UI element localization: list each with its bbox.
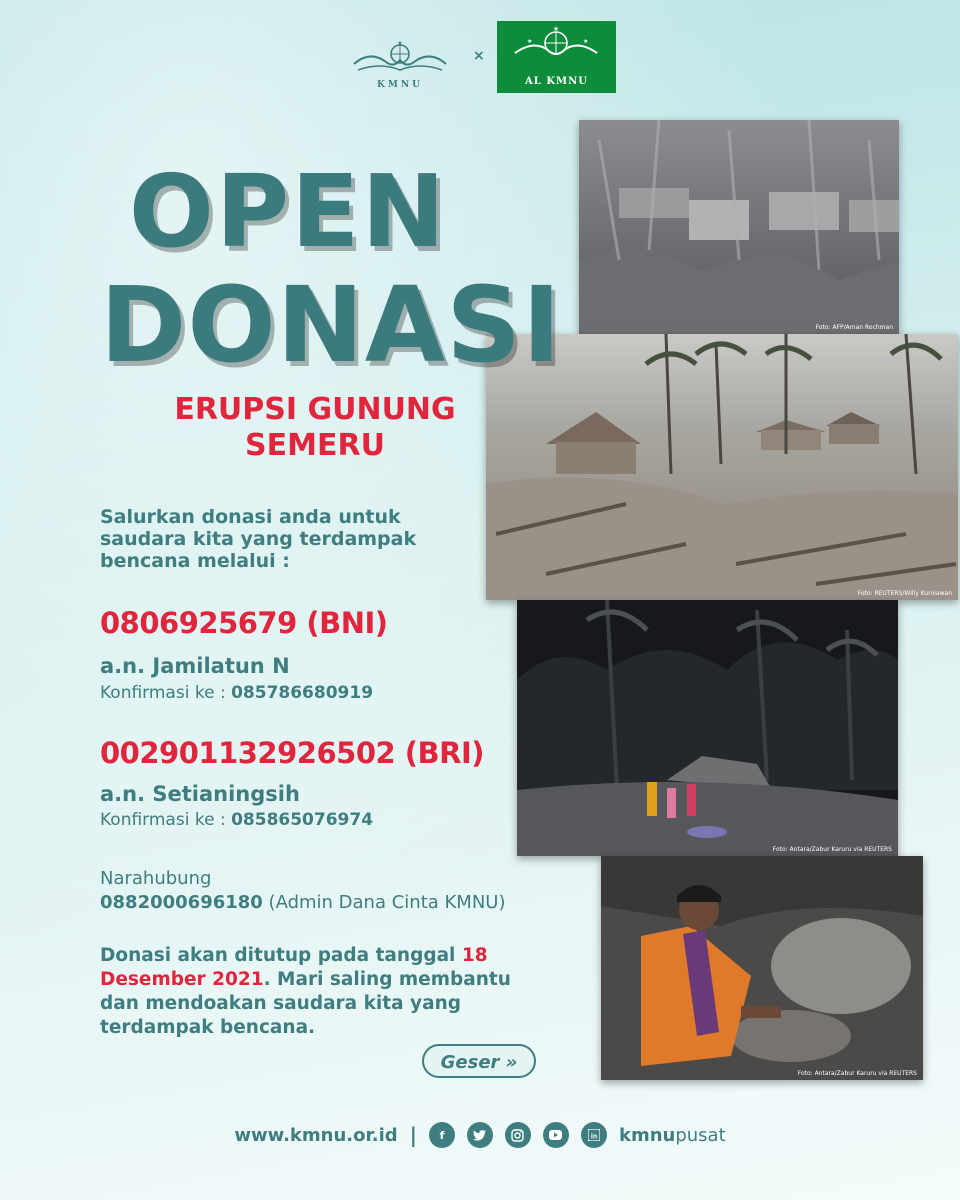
handle-bold: kmnu — [618, 1124, 676, 1146]
photo-credit: Foto: REUTERS/Willy Kurniawan — [857, 590, 952, 597]
handle-rest: pusat — [675, 1124, 726, 1146]
photo-credit: Foto: AFP/Aman Rochman — [815, 324, 893, 331]
twitter-icon[interactable] — [467, 1122, 493, 1148]
confirmation-bni — [100, 683, 373, 703]
photo-night-evacuation — [517, 600, 898, 856]
account-holder-bri: a.n. Setianingsih — [100, 782, 300, 806]
svg-text:★: ★ — [397, 40, 403, 47]
headline-subtitle — [110, 392, 520, 464]
closing-date: 18 Desember 2021 — [100, 945, 488, 990]
account-holder-bni: a.n. Jamilatun N — [100, 654, 290, 678]
al-kmnu-logo-label: AL KMNU — [525, 76, 588, 87]
photo-man-with-livestock — [601, 856, 923, 1080]
closing-text — [100, 944, 530, 1040]
contact-info — [100, 892, 506, 913]
headline-donasi: DONASI — [100, 264, 562, 386]
confirmation-bri — [100, 810, 373, 830]
photo-ash-covered-buildings — [579, 120, 899, 334]
linkedin-icon[interactable] — [581, 1122, 607, 1148]
confirmation-label: Konfirmasi ke : — [100, 810, 232, 830]
footer — [0, 1122, 960, 1162]
al-kmnu-logo — [497, 21, 616, 93]
account-number-bri: 002901132926502 (BRI) — [100, 736, 485, 770]
kmnu-logo-label: KMNU — [377, 80, 423, 90]
closing-after: . Mari saling membantu dan mendoakan saudara kita yang terdampak bencana. — [100, 969, 511, 1038]
logo-separator: × — [473, 48, 485, 64]
svg-text:★: ★ — [527, 38, 533, 45]
kmnu-logo — [350, 40, 450, 100]
website-link[interactable]: www.kmnu.or.id — [234, 1124, 398, 1146]
youtube-icon[interactable] — [543, 1122, 569, 1148]
contact-note: (Admin Dana Cinta KMNU) — [262, 892, 506, 913]
next-slide-button[interactable]: Geser » — [422, 1044, 536, 1078]
confirmation-phone: 085786680919 — [231, 683, 374, 703]
kmnu-emblem-icon — [350, 40, 450, 78]
photo-credit: Foto: Antara/Zabur Karuru via REUTERS — [797, 1070, 917, 1077]
confirmation-label: Konfirmasi ke : — [100, 683, 232, 703]
social-handle[interactable] — [619, 1125, 726, 1146]
al-kmnu-emblem-icon — [497, 21, 616, 73]
headline-open: OPEN — [128, 153, 448, 270]
photo-credit: Foto: Antara/Zabur Karuru via REUTERS — [772, 846, 892, 853]
instagram-icon[interactable] — [505, 1122, 531, 1148]
intro-text: Salurkan donasi anda untuk saudara kita yang terdampak bencana melalui : — [100, 506, 417, 572]
closing-before: Donasi akan ditutup pada tanggal — [100, 945, 462, 966]
account-number-bni: 0806925679 (BNI) — [100, 606, 388, 640]
svg-text:★: ★ — [583, 38, 589, 45]
subtitle-line-1: ERUPSI GUNUNG — [174, 392, 456, 427]
facebook-icon[interactable]: f — [429, 1122, 455, 1148]
svg-text:in: in — [590, 1133, 598, 1141]
footer-divider: | — [409, 1123, 417, 1147]
svg-text:★: ★ — [552, 25, 560, 33]
contact-phone: 0882000696180 — [100, 892, 263, 913]
subtitle-line-2: SEMERU — [245, 428, 385, 463]
contact-label: Narahubung — [100, 868, 212, 889]
confirmation-phone: 085865076974 — [231, 810, 374, 830]
